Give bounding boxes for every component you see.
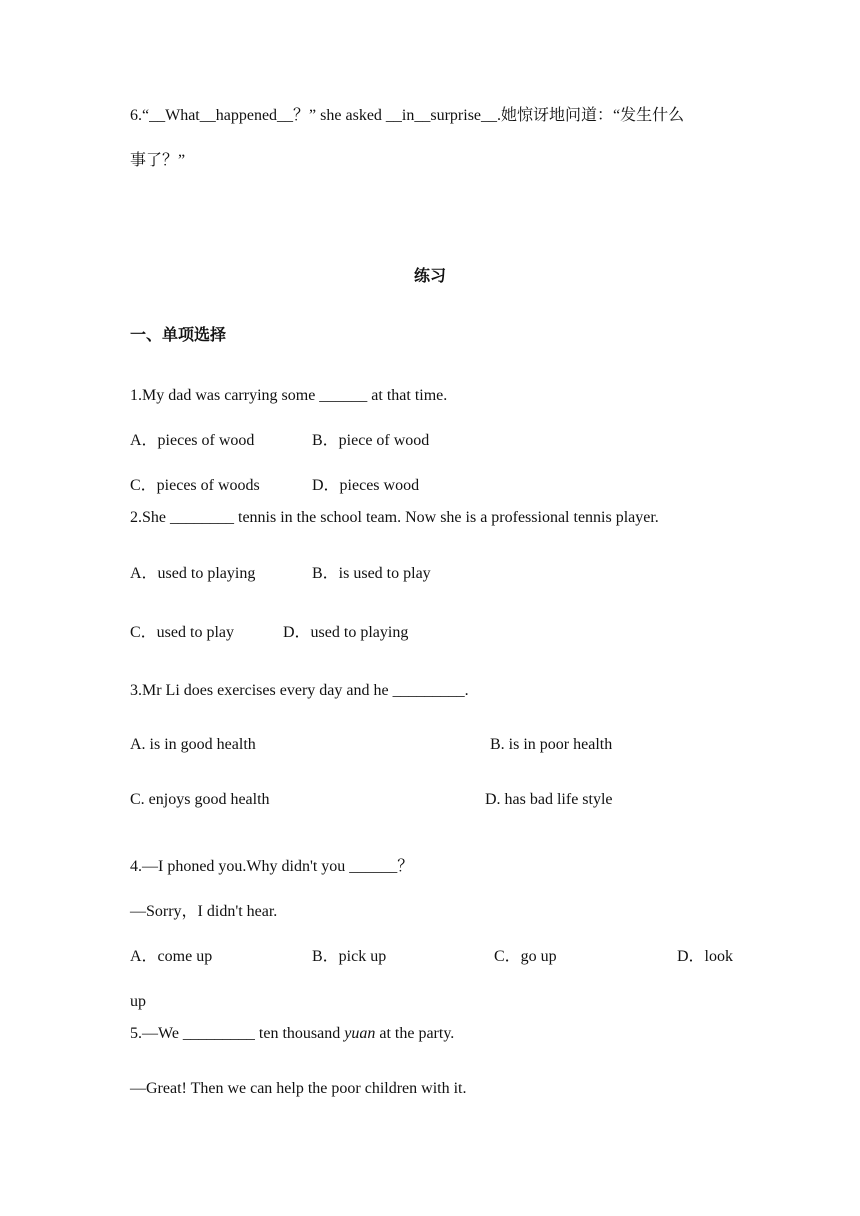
question-1-option-c: C．pieces of woods: [130, 477, 260, 494]
question-1-option-a: A．pieces of wood: [130, 432, 255, 449]
question-3-option-d: D. has bad life style: [485, 791, 613, 808]
question-5-stem: [130, 1024, 454, 1044]
question-2-option-a: A．used to playing: [130, 565, 256, 582]
question-3-option-c: C. enjoys good health: [130, 791, 270, 808]
question-2-option-b: B．is used to play: [312, 565, 431, 582]
question-4-option-a: A．come up: [130, 948, 213, 965]
question-4-option-d: D．look: [677, 948, 734, 965]
question-4-option-d-wrap: up: [130, 993, 146, 1010]
item-6-line-2: 事了？”: [130, 152, 186, 169]
question-4-option-c: C．go up: [494, 948, 557, 965]
question-3-stem: 3.Mr Li does exercises every day and he _________.: [130, 682, 469, 699]
question-4-option-b: B．pick up: [312, 948, 387, 965]
question-3-option-b: B. is in poor health: [490, 736, 613, 753]
question-2-stem: 2.She ________ tennis in the school team. Now she is a professional tennis player.: [130, 509, 659, 526]
question-5-reply: —Great! Then we can help the poor children with it.: [130, 1080, 467, 1097]
question-4-reply: —Sorry，I didn't hear.: [130, 903, 278, 920]
question-2-option-d: D．used to playing: [283, 624, 409, 641]
question-1-option-d: D．pieces wood: [312, 477, 420, 494]
question-5-stem-italic: yuan: [344, 1025, 376, 1042]
question-1-option-b: B．piece of wood: [312, 432, 430, 449]
question-4-stem: 4.—I phoned you.Why didn't you ______？: [130, 858, 414, 875]
part-heading: 一、单项选择: [130, 327, 227, 344]
question-1-stem: 1.My dad was carrying some ______ at that time.: [130, 387, 448, 404]
section-title: 练习: [413, 268, 446, 285]
item-6-line-1: 6.“__What__happened__？” she asked __in__surprise__.她惊讶地问道：“发生什么: [130, 107, 685, 124]
question-3-option-a: A. is in good health: [130, 736, 256, 753]
question-5-stem-after: at the party.: [375, 1025, 455, 1042]
question-5-stem-before: 5.—We _________ ten thousand: [130, 1025, 345, 1042]
question-2-option-c: C．used to play: [130, 624, 234, 641]
